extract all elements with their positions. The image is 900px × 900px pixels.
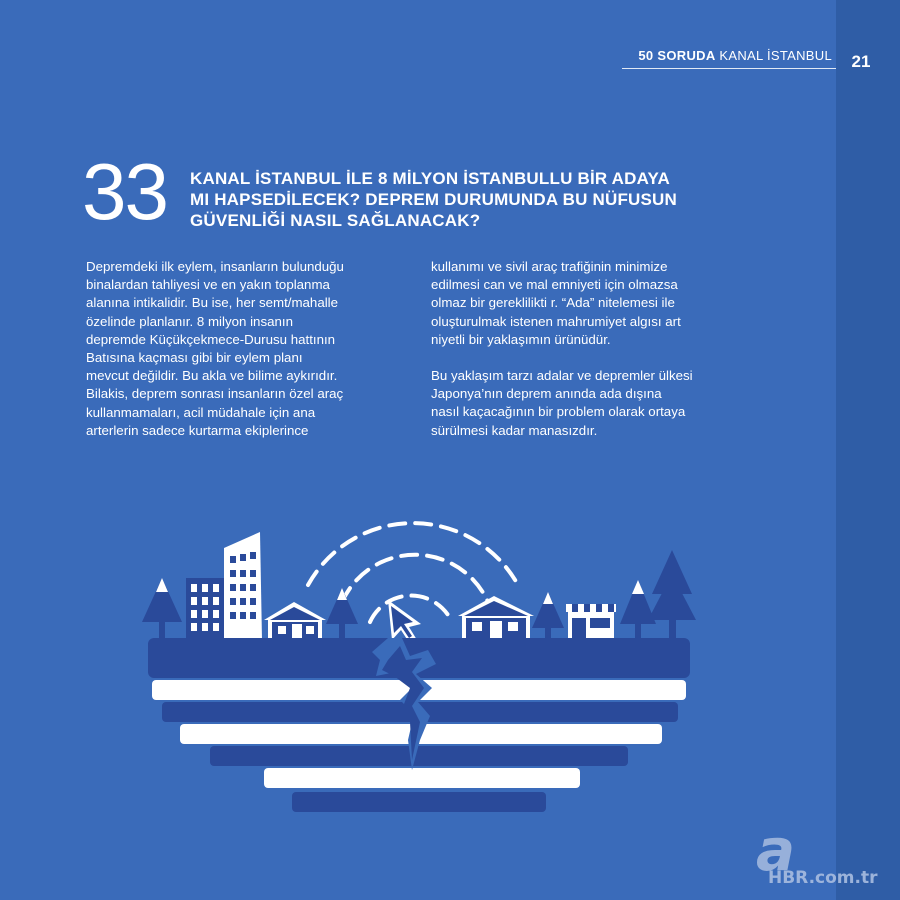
body-line: Japonya’nın deprem anında ada dışına: [431, 386, 662, 402]
body-column-right: [431, 258, 751, 458]
body-line: binalardan tahliyesi ve en yakın toplanma: [86, 277, 330, 293]
watermark-letter: a: [756, 816, 796, 884]
body-line: alanına intikalidir. Bu ise, her semt/mahalle: [86, 295, 339, 311]
question-title-line: GÜVENLİĞİ NASIL SAĞLANACAK?: [190, 211, 481, 230]
tree-icon: [326, 588, 358, 640]
body-line: depremde Küçükçekmece-Durusu hattının: [86, 331, 336, 347]
earthquake-island-illustration: [0, 500, 900, 830]
tower-building-icon: [224, 532, 262, 640]
body-line: Bilakis, deprem sonrası insanların özel araç: [86, 386, 344, 402]
page-number: 21: [851, 52, 871, 71]
body-line: Bu yaklaşım tarzı adalar ve depremler ülkesi: [431, 368, 693, 384]
question-title-line: KANAL İSTANBUL İLE 8 MİLYON İSTANBULLU BİR ADAYA: [190, 169, 670, 188]
house-icon: [264, 602, 326, 640]
body-line: olmaz bir gereklilikti r. “Ada” nitelemesi ile: [431, 295, 675, 311]
body-paragraph: [431, 367, 751, 440]
body-line: oluşturulmak istenen mahrumiyet algısı art: [431, 313, 681, 329]
body-line: Depremdeki ilk eylem, insanların bulunduğu: [86, 259, 344, 274]
series-title-bold: 50 SORUDA: [638, 48, 716, 63]
question-title-line: MI HAPSEDİLECEK? DEPREM DURUMUNDA BU NÜFUSUN: [190, 190, 678, 209]
body-line: kullanımı ve sivil araç trafiğinin minimize: [431, 259, 668, 274]
tree-icon: [648, 550, 696, 640]
tree-icon: [532, 592, 564, 640]
header-rule: [622, 68, 836, 69]
body-column-left: [86, 258, 406, 458]
question-title: [190, 168, 750, 231]
shop-icon: [566, 604, 616, 640]
running-header: [600, 48, 832, 63]
series-title-rest: KANAL İSTANBUL: [715, 48, 832, 63]
cursor-arrow-icon: [388, 600, 421, 644]
body-paragraph: [431, 258, 751, 349]
watermark-logo: [748, 816, 898, 892]
body-line: Batısına kaçması gibi bir eylem planı: [86, 350, 303, 366]
question-number: 33: [82, 147, 167, 236]
body-line: kullanmamaları, acil müdahale için ana: [86, 404, 316, 420]
body-line: sürülmesi kadar manasızdır.: [431, 422, 598, 438]
body-line: niyetli bir yaklaşımın ürünüdür.: [431, 331, 611, 347]
tree-icon: [142, 578, 182, 640]
body-line: nasıl kaçacağının bir problem olarak ortaya: [431, 404, 686, 420]
office-building-icon: [186, 578, 224, 640]
body-line: özelinde planlanır. 8 milyon insanın: [86, 313, 293, 329]
body-line: arterlerin sadece kurtarma ekiplerince: [86, 422, 309, 438]
house-icon: [458, 596, 534, 640]
body-line: mevcut değildir. Bu akla ve bilime aykırıdır.: [86, 368, 338, 384]
body-paragraph: [86, 258, 406, 440]
tree-icon: [620, 580, 656, 640]
body-line: edilmesi can ve mal emniyeti için olmazsa: [431, 277, 678, 293]
watermark-text: HBR.com.tr: [768, 868, 878, 888]
